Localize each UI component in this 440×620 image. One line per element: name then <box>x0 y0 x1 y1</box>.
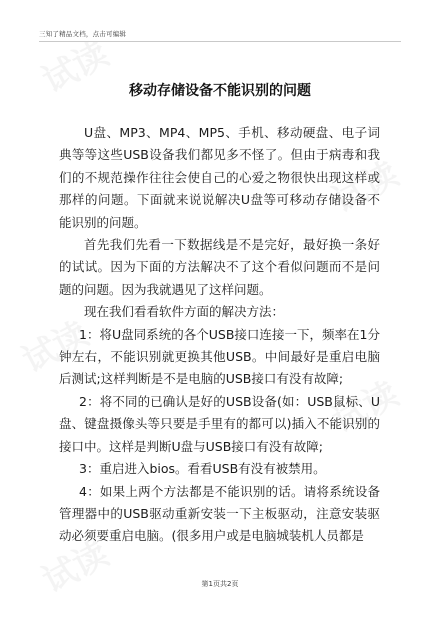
page-number: 第1页共2页 <box>201 580 239 588</box>
page-header-note: 三知了精品文档，点击可编辑 <box>39 30 127 38</box>
step-2-paragraph: 2：将不同的已确认是好的USB设备(如：USB鼠标、U盘、键盘摄像头等只要是手里有的都可以)插入不能识别的接口中。这样是判断U盘与USB接口有没有故障; <box>59 393 380 454</box>
step-1-paragraph: 1：将U盘同系统的各个USB接口连接一下，频率在1分钟左右，不能识别就更换其他USB。中间最好是重启电脑后测试;这样判断是不是电脑的USB接口有没有故障; <box>59 326 380 387</box>
step-4-paragraph: 4：如果上两个方法都是不能识别的话。请将系统设备管理器中的USB驱动重新安装一下主板驱动，注意安装驱动必须要重启电脑。(很多用户或是电脑城装机人员都是 <box>59 483 380 544</box>
paragraph-cable-check: 首先我们先看一下数据线是不是完好，最好换一条好的试试。因为下面的方法解决不了这个看似问题而不是问题的问题。因为我就遇见了这样问题。 <box>59 237 380 297</box>
header-divider <box>39 41 401 42</box>
document-title: 移动存储设备不能识别的问题 <box>129 83 311 99</box>
paragraph-intro: U盘、MP3、MP4、MP5、手机、移动硬盘、电子词典等等这些USB设备我们都见多不怪了。但由于病毒和我们的不规范操作往往会使自己的心爱之物很快出现这样或那样的问题。下面就来说说解决U盘等可移动存储设备不能识别的问题。 <box>59 125 380 230</box>
step-3-paragraph: 3：重启进入bios。看看USB有没有被禁用。 <box>79 461 326 477</box>
paragraph-software-heading: 现在我们看看软件方面的解决方法： <box>84 304 285 320</box>
document-body <box>59 122 380 548</box>
